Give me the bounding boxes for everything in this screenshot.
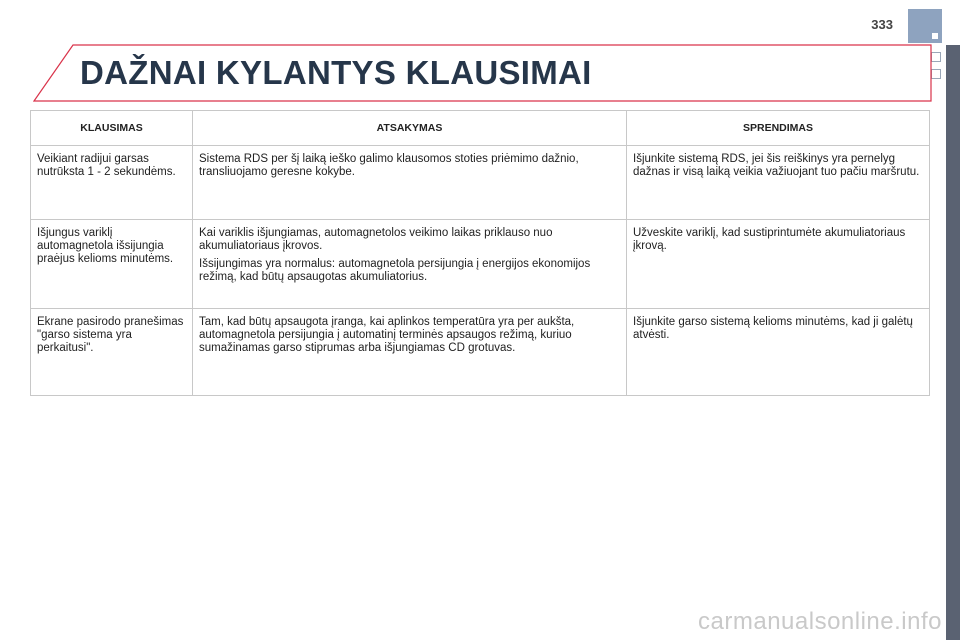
solution-text: Užveskite variklį, kad sustiprintumėte akumuliatoriaus įkrovą. [633,227,906,252]
table-row [31,309,930,396]
question-cell [31,146,193,220]
solution-cell [627,220,930,309]
header-solution: SPRENDIMAS [627,111,930,146]
table-row [31,220,930,309]
answer-text: Tam, kad būtų apsaugota įranga, kai aplinkos temperatūra yra per aukšta, automagnetola persijungia į automatinį terminės apsaugos režimą, kuriuo sumažinamas garso stiprumas arba išjungiamas CD grotuvas. [199,316,575,354]
square-icon [932,33,938,39]
side-scroll-bar [946,45,960,640]
faq-table [30,110,930,396]
table-row [31,146,930,220]
answer-cell [193,220,627,309]
question-cell [31,220,193,309]
title-banner [33,44,933,102]
question-text: Veikiant radijui garsas nutrūksta 1 - 2 sekundėms. [37,153,176,178]
question-cell [31,309,193,396]
solution-cell [627,146,930,220]
solution-text: Išjunkite sistemą RDS, jei šis reiškinys yra pernelyg dažnas ir visą laiką veikia važiuojant tuo pačiu maršrutu. [633,153,920,178]
corner-tab [908,9,942,43]
table-header-row [31,111,930,146]
answer-text: Sistema RDS per šį laiką ieško galimo klausomos stoties priėmimo dažnio, transliuojamo geresne kokybe. [199,153,579,178]
header-question: KLAUSIMAS [31,111,193,146]
answer-cell [193,146,627,220]
question-text: Ekrane pasirodo pranešimas "garso sistema yra perkaitusi". [37,316,184,354]
solution-text: Išjunkite garso sistemą kelioms minutėms, kad ji galėtų atvėsti. [633,316,913,341]
solution-cell [627,309,930,396]
page-title: DAŽNAI KYLANTYS KLAUSIMAI [80,54,592,91]
watermark[interactable]: carmanualsonline.info [698,608,942,635]
page-number: 333 [871,17,893,32]
answer-cell [193,309,627,396]
answer-text: Išsijungimas yra normalus: automagnetola persijungia į energijos ekonomijos režimą, kad būtų apsaugotas akumuliatorius. [199,258,591,283]
answer-text: Kai variklis išjungiamas, automagnetolos veikimo laikas priklauso nuo akumuliatoriaus įkrovos. [199,227,553,252]
question-text: Išjungus variklį automagnetola išsijungia praėjus kelioms minutėms. [37,227,174,265]
header-answer: ATSAKYMAS [193,111,627,146]
